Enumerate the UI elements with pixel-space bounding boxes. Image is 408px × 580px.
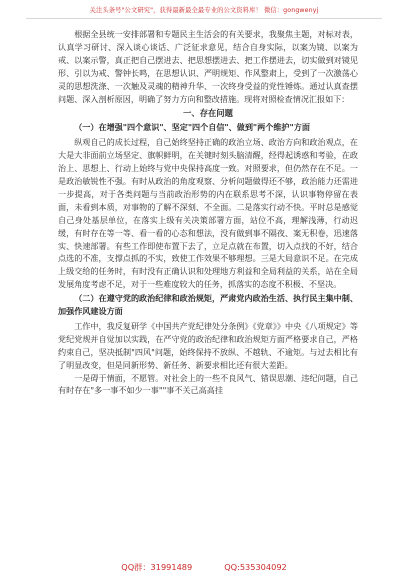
header-banner: 关注头条号"公文研究"，获得最新最全最专业的公文资料库！ 微信：gongwenyj <box>89 7 319 14</box>
subsection-heading-2: （二）在遵守党的政治纪律和政治规矩，严肃党内政治生活、执行民主集中制、加强作风建设方面 <box>58 293 358 317</box>
paragraph-discipline: 工作中，我反复研学《中国共产党纪律处分条例》《党章》》中央《八项规定》等党纪党规并自觉加以实践，在严守党的政治纪律和政治规矩方面严格要求自己，严格约束自己，坚决抵制"四风"问题，始终保持不放纵、不越轨、不逾矩。与过去相比有了明显改变，但是同新形势、新任务、新要求相比还有很大差距。 <box>58 320 358 370</box>
footer-contact <box>0 562 408 573</box>
paragraph-reluctance: 一是碍于情面，不愿管。对社会上的一些不良风气、错误思潮、违纪问题，自己有时存在"多一事不如少一事""事不关己高高挂 <box>58 372 358 396</box>
subsection-heading-1: （一）在增强"四个意识"、坚定"四个自信"、做到"两个维护"方面 <box>74 122 310 133</box>
header-divider <box>26 18 382 19</box>
footer-qq-group: QQ群：31991489 <box>121 562 193 572</box>
document-body <box>58 28 358 397</box>
paragraph-political-awareness: 纵观自己的成长过程，自己始终坚持正确的政治立场、政治方向和政治观点，在大是大非面前立场坚定、旗帜鲜明，在关键时刻头脑清醒，经得起诱惑和考验，在政治上、思想上、行动上始终与党中央保持高度一致。对照要求，但仍然存在不足。一是政治敏锐性不强。有时从政治的角度观察、分析问题做得还不够，政治能力还需进一步提高，对于各类问题与当前政治形势的内在联系思考不深，认识事物停留在表面，未看到本质，对事物的了解不深刻、不全面。二是落实行动不快。平时总是感觉自己身处基层单位，在落实上级有关决策部署方面，站位不高，理解浅薄，行动迟缓，有时存在等一等、看一看的心态和想法，没有做到事不隔夜、案无积卷，迅速落实、快速部署。有些工作即使布置下去了，立足点就在布置，切入点找的不好，结合点选的不准，支撑点抓的不实，致使工作效果不够理想。三是大局意识不足。在完成上级交给的任务时，有时没有正确认识和处理地方利益和全局利益的关系，站在全局发展角度考虑不足，对于一些难度较大的任务，抓落实的态度不积极、不坚决。 <box>58 137 358 290</box>
section-heading-problems: 一、存在问题 <box>183 108 233 119</box>
footer-qq-number: QQ:535304092 <box>224 562 287 572</box>
intro-paragraph: 根据全县统一安排部署和专题民主生活会的有关要求，我聚焦主题，对标对表，认真学习研讨、深入谈心谈话、广泛征求意见，结合自身实际，以案为镜、以案为戒、以案示警，真正把自己摆进去、把思想摆进去、把工作摆进去，切实做到对镜见形、引以为戒、警钟长鸣，在思想认识、严明规矩、作风整肃上，受到了一次激荡心灵的思想洗涤、一次触及灵魂的精神升华、一次终身受益的党性锤炼。通过认真查摆问题、深入剖析原因，明确了努力方向和整改措施。现将对照检查情况汇报如下： <box>58 29 358 104</box>
